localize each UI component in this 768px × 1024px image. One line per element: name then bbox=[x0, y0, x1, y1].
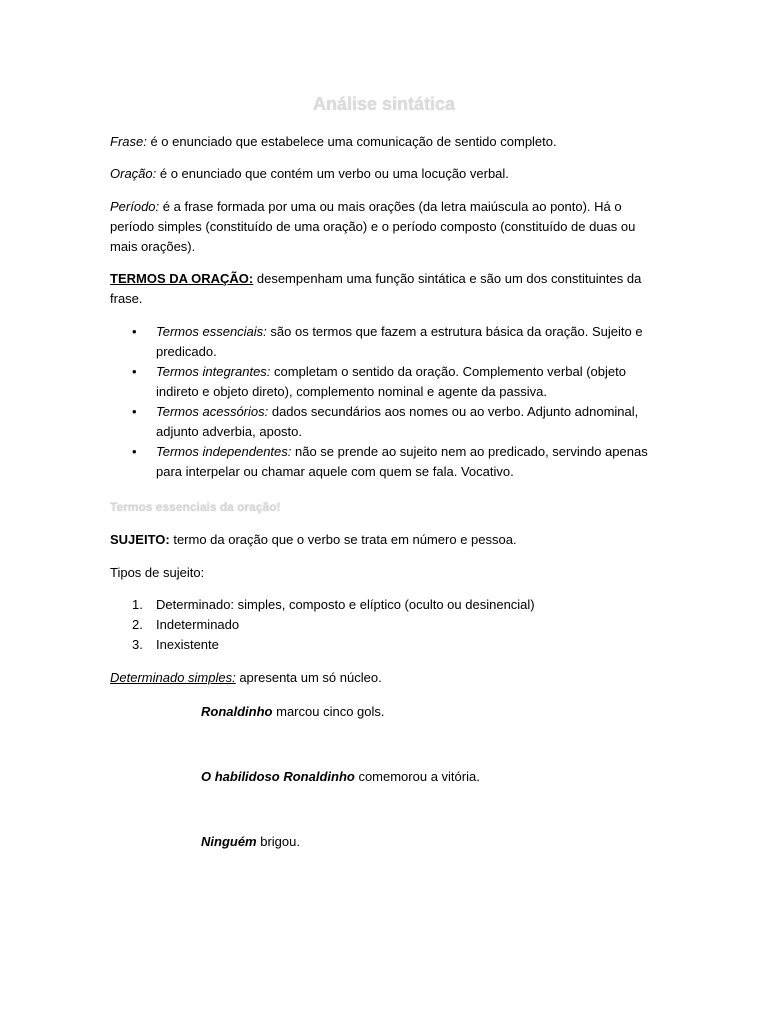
periodo-definition bbox=[110, 197, 650, 257]
determinado-text: apresenta um só núcleo. bbox=[235, 670, 382, 685]
bullet-icon: • bbox=[132, 444, 137, 459]
oracao-definition bbox=[110, 164, 650, 184]
list-number: 3. bbox=[132, 637, 143, 652]
termos-bullet-list bbox=[110, 322, 650, 482]
bullet-item-essenciais bbox=[110, 322, 650, 362]
determinado-definition bbox=[110, 668, 650, 688]
bullet-term: Termos independentes: bbox=[156, 444, 292, 459]
example-rest: marcou cinco gols. bbox=[272, 704, 385, 719]
example-subject: O habilidoso Ronaldinho bbox=[201, 769, 355, 784]
example-rest: comemorou a vitória. bbox=[354, 769, 480, 784]
list-number: 2. bbox=[132, 617, 143, 632]
list-item bbox=[110, 595, 650, 615]
oracao-term: Oração: bbox=[110, 166, 157, 181]
tipos-list bbox=[110, 595, 650, 655]
termos-term: TERMOS DA ORAÇÃO: bbox=[110, 271, 254, 286]
bullet-icon: • bbox=[132, 324, 137, 339]
example-subject: Ronaldinho bbox=[201, 704, 273, 719]
bullet-icon: • bbox=[132, 404, 137, 419]
sujeito-definition bbox=[110, 530, 650, 550]
frase-text: é o enunciado que estabelece uma comunicação de sentido completo. bbox=[146, 134, 557, 149]
bullet-text: são os termos que fazem a estrutura básica da oração. Sujeito e predicado. bbox=[156, 324, 643, 359]
list-item bbox=[110, 615, 650, 635]
termos-definition bbox=[110, 269, 650, 309]
list-text: Indeterminado bbox=[156, 617, 240, 632]
frase-term: Frase: bbox=[110, 134, 147, 149]
example-sentence-1 bbox=[201, 702, 385, 722]
bullet-term: Termos essenciais: bbox=[156, 324, 267, 339]
bullet-item-integrantes bbox=[110, 362, 650, 402]
list-item bbox=[110, 635, 650, 655]
oracao-text: é o enunciado que contém um verbo ou uma locução verbal. bbox=[156, 166, 509, 181]
determinado-term: Determinado simples: bbox=[110, 670, 236, 685]
sujeito-term: SUJEITO: bbox=[110, 532, 170, 547]
frase-definition bbox=[110, 132, 650, 152]
bullet-term: Termos integrantes: bbox=[156, 364, 271, 379]
list-number: 1. bbox=[132, 597, 143, 612]
periodo-text: é a frase formada por uma ou mais orações (da letra maiúscula ao ponto). Há o período simples (constituído de uma oração) e o período composto (constituído de duas ou mais orações). bbox=[110, 199, 636, 254]
example-subject: Ninguém bbox=[201, 834, 257, 849]
example-sentence-3 bbox=[201, 832, 300, 852]
example-rest: brigou. bbox=[256, 834, 300, 849]
bullet-item-independentes bbox=[110, 442, 650, 482]
list-text: Inexistente bbox=[156, 637, 219, 652]
bullet-term: Termos acessórios: bbox=[156, 404, 269, 419]
bullet-text: completam o sentido da oração. Complemento verbal (objeto indireto e objeto direto), complemento nominal e agente da passiva. bbox=[156, 364, 626, 399]
sujeito-text: termo da oração que o verbo se trata em número e pessoa. bbox=[169, 532, 517, 547]
termos-text: desempenham uma função sintática e são um dos constituintes da frase. bbox=[110, 271, 642, 306]
list-text: Determinado: simples, composto e elíptico (oculto ou desinencial) bbox=[156, 597, 535, 612]
document-title: Análise sintática bbox=[312, 94, 456, 114]
bullet-text: dados secundários aos nomes ou ao verbo. Adjunto adnominal, adjunto adverbia, aposto. bbox=[156, 404, 639, 439]
section-heading: Termos essenciais da oração! bbox=[110, 500, 281, 514]
example-sentence-2 bbox=[201, 767, 480, 787]
bullet-text: não se prende ao sujeito nem ao predicado, servindo apenas para interpelar ou chamar aquele com quem se fala. Vocativo. bbox=[156, 444, 648, 479]
periodo-term: Período: bbox=[110, 199, 160, 214]
tipos-label: Tipos de sujeito: bbox=[110, 565, 205, 580]
bullet-item-acessorios bbox=[110, 402, 650, 442]
bullet-icon: • bbox=[132, 364, 137, 379]
